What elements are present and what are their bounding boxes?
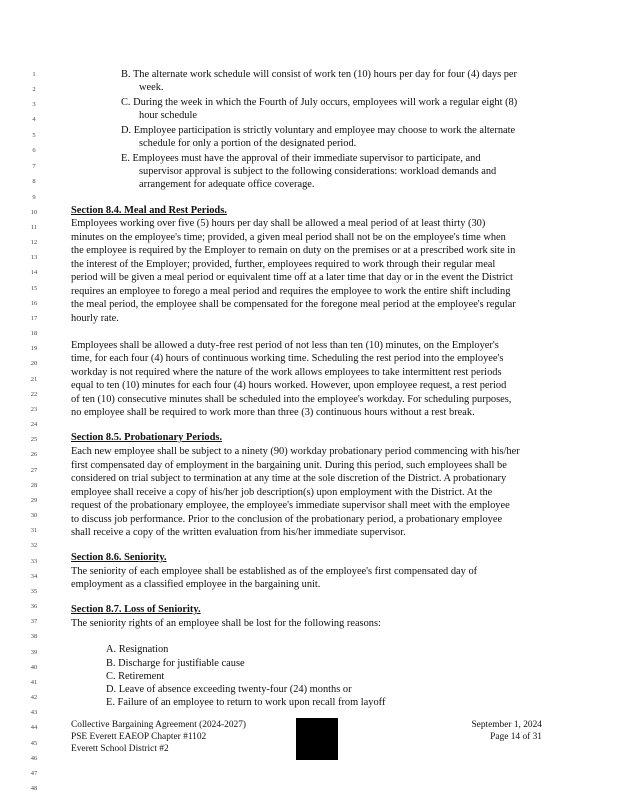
list-item-b: B. The alternate work schedule will consist of work ten (10) hours per day for four (4) days per bbox=[121, 69, 517, 80]
line-number: 13 bbox=[30, 254, 38, 261]
list-item-e: E. Employees must have the approval of their immediate supervisor to participate, and bbox=[121, 153, 481, 164]
line-number: 40 bbox=[30, 664, 38, 671]
list-item-c-continued: hour schedule bbox=[139, 110, 197, 121]
line-number: 30 bbox=[30, 512, 38, 519]
paragraph-line: no employee shall be required to work more than three (3) continuous hours without a rest break. bbox=[71, 407, 475, 418]
list-item: B. Discharge for justifiable cause bbox=[106, 658, 245, 669]
line-number: 15 bbox=[30, 285, 38, 292]
line-number: 28 bbox=[30, 482, 38, 489]
line-number: 32 bbox=[30, 542, 38, 549]
line-number: 37 bbox=[30, 618, 38, 625]
paragraph-line: hourly rate. bbox=[71, 313, 119, 324]
section-heading: Section 8.4. Meal and Rest Periods. bbox=[71, 205, 227, 216]
paragraph-line: requires an employee to forego a meal period and requires the employee to work the entire shift including bbox=[71, 286, 511, 297]
line-number: 19 bbox=[30, 345, 38, 352]
paragraph-line: Employees shall be allowed a duty-free rest period of not less than ten (10) minutes, on the Employer's bbox=[71, 340, 499, 351]
line-number: 26 bbox=[30, 451, 38, 458]
line-number: 22 bbox=[30, 391, 38, 398]
footer-agreement-title: Collective Bargaining Agreement (2024-2027) bbox=[71, 720, 247, 730]
list-item: C. Retirement bbox=[106, 671, 165, 682]
line-number: 20 bbox=[30, 360, 38, 367]
list-item-b-continued: week. bbox=[139, 82, 164, 93]
line-number: 17 bbox=[30, 315, 38, 322]
paragraph-line: The seniority rights of an employee shall be lost for the following reasons: bbox=[71, 618, 381, 629]
line-number: 18 bbox=[30, 330, 38, 337]
list-item-e-continued: arrangement for adequate office coverage. bbox=[139, 179, 315, 190]
line-number: 8 bbox=[32, 178, 36, 185]
line-number: 16 bbox=[30, 300, 38, 307]
list-item: A. Resignation bbox=[106, 644, 169, 655]
line-number: 46 bbox=[30, 755, 38, 762]
line-number: 11 bbox=[30, 224, 38, 231]
section-heading: Section 8.7. Loss of Seniority. bbox=[71, 604, 201, 615]
list-item-c: C. During the week in which the Fourth of July occurs, employees will work a regular eight (8) bbox=[121, 97, 518, 108]
footer-page-number: Page 14 of 31 bbox=[490, 732, 542, 742]
line-number: 41 bbox=[30, 679, 38, 686]
line-number: 4 bbox=[32, 116, 36, 123]
paragraph-line: employment as a classified employee in the bargaining unit. bbox=[71, 579, 321, 590]
line-number: 12 bbox=[30, 239, 38, 246]
line-number: 10 bbox=[30, 209, 38, 216]
section-heading: Section 8.6. Seniority. bbox=[71, 552, 167, 563]
section-heading: Section 8.5. Probationary Periods. bbox=[71, 432, 223, 443]
paragraph-line: employee shall receive a copy of his/her job description(s) upon employment with the District. At the bbox=[71, 487, 493, 498]
paragraph-line: workday is not required where the nature of the work allows employees to take intermittent rest periods bbox=[71, 367, 502, 378]
list-item-d: D. Employee participation is strictly voluntary and employee may choose to work the alternate bbox=[121, 125, 516, 136]
paragraph-line: first compensated day of employment in the bargaining unit. During this period, such employees shall be bbox=[71, 460, 507, 471]
line-number: 39 bbox=[30, 649, 38, 656]
line-number: 36 bbox=[30, 603, 38, 610]
line-number: 14 bbox=[30, 269, 38, 276]
footer-date: September 1, 2024 bbox=[471, 720, 542, 730]
list-item: E. Failure of an employee to return to work upon recall from layoff bbox=[106, 697, 386, 708]
line-number: 33 bbox=[30, 558, 38, 565]
line-number: 3 bbox=[32, 101, 36, 108]
line-number: 1 bbox=[32, 71, 36, 78]
line-number: 2 bbox=[32, 86, 36, 93]
line-number: 43 bbox=[30, 709, 38, 716]
paragraph-line: the meal period, the employee shall be compensated for the foregone meal period at the employee's regular bbox=[71, 299, 516, 310]
paragraph-line: the interest of the Employer; provided, further, employees required to work through their regular meal bbox=[71, 259, 496, 270]
line-number: 45 bbox=[30, 740, 38, 747]
paragraph-line: considered on trial subject to termination at any time at the sole discretion of the District. A probationary bbox=[71, 473, 507, 484]
line-number: 29 bbox=[30, 497, 38, 504]
paragraph-line: Employees working over five (5) hours per day shall be allowed a meal period of at least thirty (30) bbox=[71, 218, 486, 229]
paragraph-line: request of the probationary employee, the employee's immediate supervisor shall meet with the employee bbox=[71, 500, 510, 511]
line-number: 24 bbox=[30, 421, 38, 428]
redaction-box bbox=[296, 718, 338, 760]
list-item: D. Leave of absence exceeding twenty-four (24) months or bbox=[106, 684, 352, 695]
paragraph-line: to discuss job performance. Prior to the conclusion of the probationary period, a probationary employee bbox=[71, 514, 503, 525]
list-item-d-continued: schedule for only a portion of the designated period. bbox=[139, 138, 357, 149]
footer-district: Everett School District #2 bbox=[71, 744, 169, 754]
line-number: 34 bbox=[30, 573, 38, 580]
line-number: 9 bbox=[32, 194, 36, 201]
line-number: 35 bbox=[30, 588, 38, 595]
footer-chapter: PSE Everett EAEOP Chapter #1102 bbox=[71, 732, 207, 742]
paragraph-line: shall receive a copy of the written evaluation from his/her immediate supervisor. bbox=[71, 527, 406, 538]
paragraph-line: The seniority of each employee shall be established as of the employee's first compensated day of bbox=[71, 566, 478, 577]
paragraph-line: time, for each four (4) hours of continuous working time. Scheduling the rest period into the employee's bbox=[71, 353, 504, 364]
paragraph-line: equal to ten (10) minutes for each four (4) hours worked. However, upon employee request, a rest period bbox=[71, 380, 507, 391]
line-number: 7 bbox=[32, 163, 36, 170]
paragraph-line: of ten (10) consecutive minutes shall be scheduled into the employee's workday. For scheduling purposes, bbox=[71, 394, 512, 405]
line-number: 6 bbox=[32, 147, 36, 154]
line-number: 25 bbox=[30, 436, 38, 443]
line-number: 47 bbox=[30, 770, 38, 777]
line-number: 27 bbox=[30, 467, 38, 474]
line-number: 44 bbox=[30, 724, 38, 731]
line-number: 42 bbox=[30, 694, 38, 701]
line-number: 48 bbox=[30, 785, 38, 792]
line-number: 31 bbox=[30, 527, 38, 534]
line-number: 5 bbox=[32, 132, 36, 139]
line-number: 23 bbox=[30, 406, 38, 413]
line-number: 38 bbox=[30, 633, 38, 640]
paragraph-line: the employee is required by the Employer to remain on duty on the premises or at a prescribed work site in bbox=[71, 245, 516, 256]
paragraph-line: minutes on the employee's time; provided, a given meal period shall not be on the employee's time when bbox=[71, 232, 506, 243]
paragraph-line: period will be given a meal period or equivalent time off at a later time that day or in the event the District bbox=[71, 272, 513, 283]
paragraph-line: Each new employee shall be subject to a ninety (90) workday probationary period commencing with his/her bbox=[71, 446, 520, 457]
line-number: 21 bbox=[30, 376, 38, 383]
list-item-e-continued: supervisor approval is subject to the following considerations: workload demands and bbox=[139, 166, 497, 177]
